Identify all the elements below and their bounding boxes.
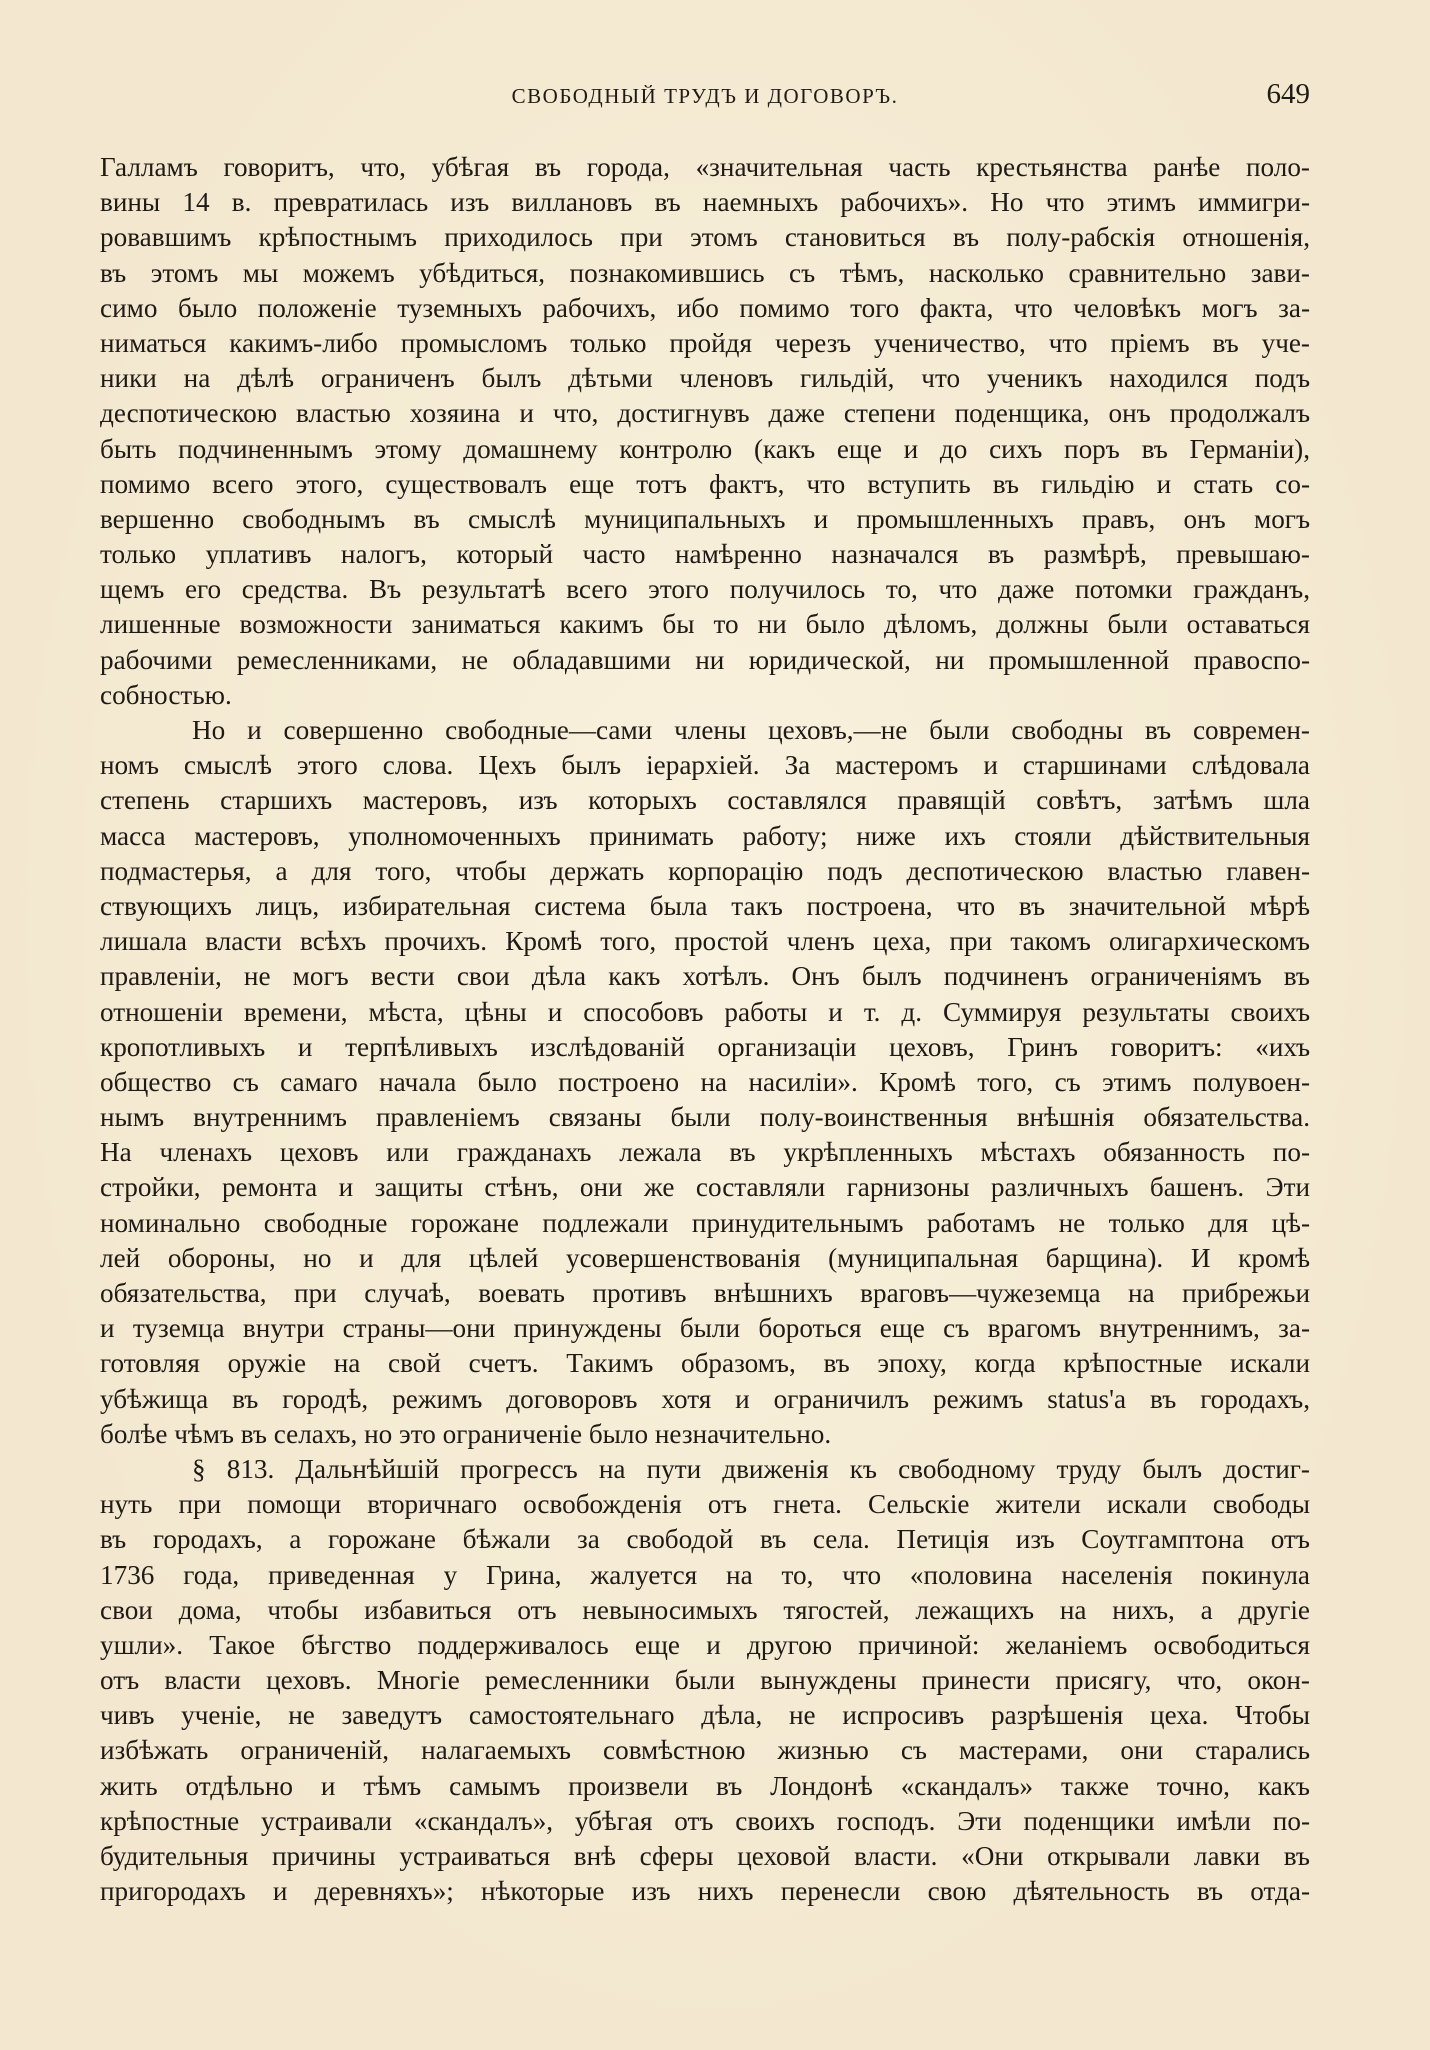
- text-line: чивъ ученіе, не заведутъ самостоятельнаго дѣла, не испросивъ разрѣшенія цеха. Чтобы: [100, 1700, 1310, 1731]
- text-line: степень старшихъ мастеровъ, изъ которыхъ составлялся правящій совѣтъ, затѣмъ шла: [100, 785, 1310, 816]
- text-line: лей обороны, но и для цѣлей усовершенствованія (муниципальная барщина). И кромѣ: [100, 1242, 1310, 1273]
- text-line: номъ смыслѣ этого слова. Цехъ былъ іерархіей. За мастеромъ и старшинами слѣдовала: [100, 750, 1310, 781]
- text-line: щемъ его средства. Въ результатѣ всего этого получилось то, что даже потомки гражданъ,: [100, 574, 1310, 605]
- text-line: нымъ внутреннимъ правленіемъ связаны были полу-воинственныя внѣшнія обязательства.: [100, 1102, 1310, 1133]
- text-line: вершенно свободнымъ въ смыслѣ муниципальныхъ и промышленныхъ правъ, онъ могъ: [100, 503, 1310, 534]
- text-line: жить отдѣльно и тѣмъ самымъ произвели въ Лондонѣ «скандалъ» также точно, какъ: [100, 1770, 1310, 1801]
- text-line: собностью.: [100, 679, 232, 710]
- text-line: въ городахъ, а горожане бѣжали за свободой въ села. Петиція изъ Соутгамптона отъ: [100, 1524, 1310, 1555]
- text-line: отъ власти цеховъ. Многіе ремесленники были вынуждены принести присягу, что, окон-: [100, 1665, 1310, 1696]
- text-line: обязательства, при случаѣ, воевать противъ внѣшнихъ враговъ—чужеземца на прибрежьи: [100, 1278, 1310, 1308]
- text-line: кропотливыхъ и терпѣливыхъ изслѣдованій организаціи цеховъ, Гринъ говоритъ: «ихъ: [100, 1031, 1310, 1062]
- text-line: нуть при помощи вторичнаго освобожденія отъ гнета. Сельскіе жители искали свободы: [100, 1489, 1310, 1520]
- text-line: рабочими ремесленниками, не обладавшими ни юридической, ни промышленной правоспо-: [100, 644, 1310, 675]
- text-line: въ этомъ мы можемъ убѣдиться, познакомившись съ тѣмъ, насколько сравнительно зави-: [100, 257, 1310, 288]
- text-line: помимо всего этого, существовалъ еще тотъ фактъ, что вступить въ гильдію и стать со-: [100, 468, 1310, 499]
- text-line: На членахъ цеховъ или гражданахъ лежала въ укрѣпленныхъ мѣстахъ обязанность по-: [100, 1137, 1310, 1168]
- text-line: будительныя причины устраиваться внѣ сферы цеховой власти. «Они открывали лавки въ: [100, 1841, 1310, 1871]
- text-line: готовляя оружіе на свой счетъ. Такимъ образомъ, въ эпоху, когда крѣпостные искали: [100, 1348, 1310, 1379]
- body-text: [100, 150, 1310, 1909]
- running-head: [100, 78, 1310, 118]
- text-line: 1736 года, приведенная у Грина, жалуется на то, что «половина населенія покинула: [100, 1559, 1310, 1590]
- text-line: подмастерья, а для того, чтобы держать корпорацію подъ деспотическою властью главен-: [100, 855, 1310, 886]
- text-line: свои дома, чтобы избавиться отъ невыносимыхъ тягостей, лежащихъ на нихъ, а другіе: [100, 1594, 1310, 1625]
- text-line: и туземца внутри страны—они принуждены были бороться еще съ врагомъ внутреннимъ, за-: [100, 1313, 1310, 1344]
- text-line: ники на дѣлѣ ограниченъ былъ дѣтьми членовъ гильдій, что ученикъ находился подъ: [100, 363, 1310, 394]
- text-line: избѣжать ограниченій, налагаемыхъ совмѣстною жизнью съ мастерами, они старались: [100, 1735, 1310, 1766]
- text-line: симо было положеніе туземныхъ рабочихъ, ибо помимо того факта, что человѣкъ могъ за-: [100, 292, 1310, 323]
- running-title: СВОБОДНЫЙ ТРУДЪ И ДОГОВОРЪ.: [511, 84, 899, 108]
- text-line: отношеніи времени, мѣста, цѣны и способовъ работы и т. д. Суммируя результаты своихъ: [100, 996, 1310, 1027]
- text-line: деспотическою властью хозяина и что, достигнувъ даже степени поденщика, онъ продолжалъ: [100, 398, 1310, 429]
- text-line: крѣпостные устраивали «скандалъ», убѣгая отъ своихъ господъ. Эти поденщики имѣли по-: [100, 1805, 1310, 1836]
- text-line: § 813. Дальнѣйшій прогрессъ на пути движенія къ свободному труду былъ достиг-: [192, 1453, 1310, 1484]
- text-line: ниматься какимъ-либо промысломъ только пройдя черезъ ученичество, что пріемъ въ уче-: [100, 327, 1310, 358]
- text-line: лишенные возможности заниматься какимъ бы то ни было дѣломъ, должны были оставаться: [100, 609, 1310, 640]
- text-line: вины 14 в. превратилась изъ виллановъ въ наемныхъ рабочихъ». Но что этимъ иммигри-: [100, 187, 1310, 218]
- text-line: ствующихъ лицъ, избирательная система была такъ построена, что въ значительной мѣрѣ: [100, 890, 1310, 921]
- page-number: 649: [1266, 78, 1310, 110]
- text-line: ровавшимъ крѣпостнымъ приходилось при этомъ становиться въ полу-рабскія отношенія,: [100, 222, 1310, 253]
- text-line: Но и совершенно свободные—сами члены цеховъ,—не были свободны въ современ-: [192, 715, 1310, 745]
- text-line: только уплативъ налогъ, который часто намѣренно назначался въ размѣрѣ, превышаю-: [100, 539, 1310, 570]
- text-line: общество съ самаго начала было построено на насиліи». Кромѣ того, съ этимъ полувоен-: [100, 1066, 1310, 1097]
- text-line: болѣе чѣмъ въ селахъ, но это ограниченіе было незначительно.: [100, 1418, 832, 1449]
- paragraph-3: [100, 1452, 1310, 1909]
- text-line: номинально свободные горожане подлежали принудительнымъ работамъ не только для цѣ-: [100, 1207, 1310, 1238]
- text-line: убѣжища въ городѣ, режимъ договоровъ хотя и ограничилъ режимъ status'а въ городахъ,: [100, 1383, 1310, 1414]
- text-line: правленіи, не могъ вести свои дѣла какъ хотѣлъ. Онъ былъ подчиненъ ограниченіямъ въ: [100, 961, 1310, 992]
- paragraph-1: [100, 150, 1310, 713]
- text-line: лишала власти всѣхъ прочихъ. Кромѣ того, простой членъ цеха, при такомъ олигархическомъ: [100, 926, 1310, 957]
- text-line: стройки, ремонта и защиты стѣнъ, они же составляли гарнизоны различныхъ башенъ. Эти: [100, 1172, 1310, 1203]
- paragraph-2: [100, 713, 1310, 1452]
- text-line: быть подчиненнымъ этому домашнему контролю (какъ еще и до сихъ поръ въ Германіи),: [100, 433, 1310, 464]
- text-line: Галламъ говоритъ, что, убѣгая въ города, «значительная часть крестьянства ранѣе поло-: [100, 152, 1310, 182]
- text-line: ушли». Такое бѣгство поддерживалось еще и другою причиной: желаніемъ освободиться: [100, 1629, 1310, 1660]
- text-line: масса мастеровъ, уполномоченныхъ принимать работу; ниже ихъ стояли дѣйствительныя: [100, 820, 1310, 851]
- text-line: пригородахъ и деревняхъ»; нѣкоторые изъ нихъ перенесли свою дѣятельность въ отда-: [100, 1876, 1310, 1907]
